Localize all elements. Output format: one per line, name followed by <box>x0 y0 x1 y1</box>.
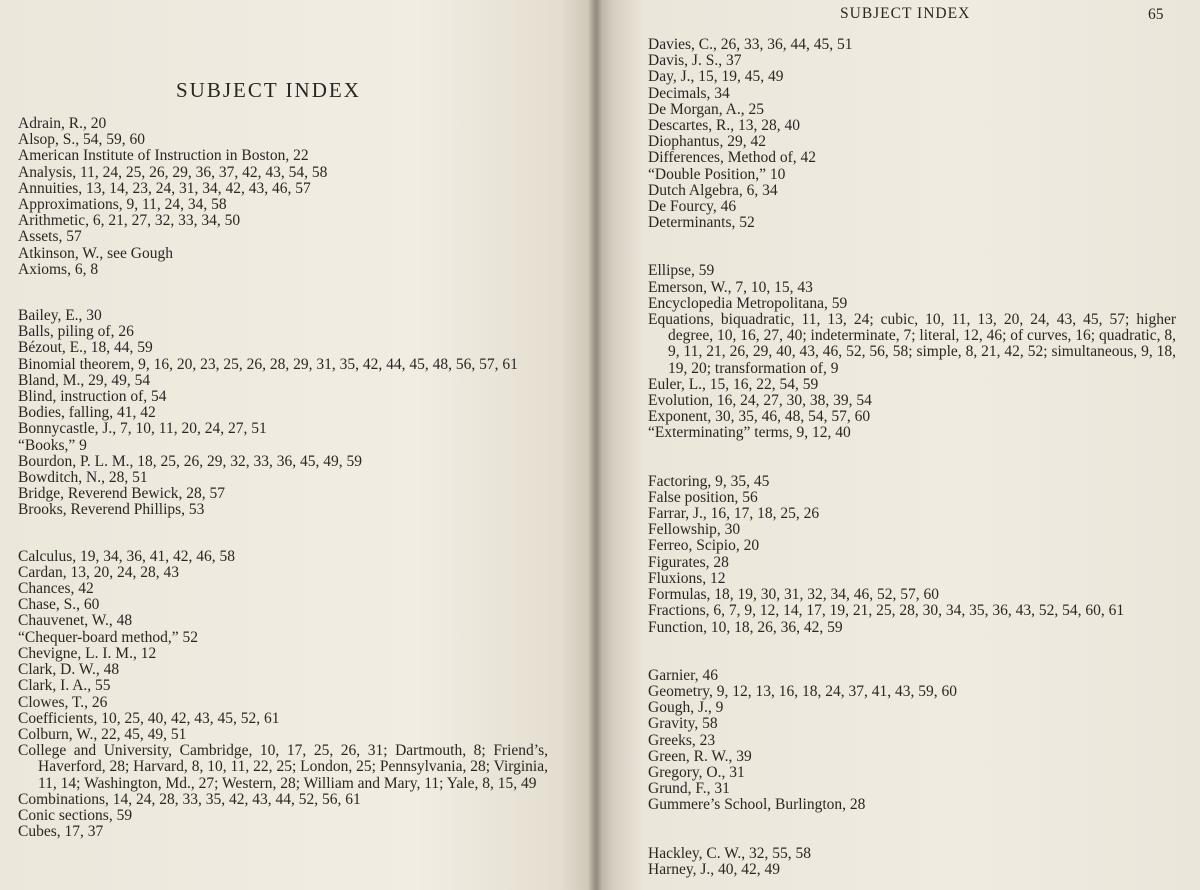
index-entry: Garnier, 46 <box>648 666 718 684</box>
index-entry: Emerson, W., 7, 10, 15, 43 <box>648 278 813 296</box>
index-entry: Greeks, 23 <box>648 731 716 749</box>
right-page <box>596 0 1200 890</box>
index-entry: Davis, J. S., 37 <box>648 52 742 70</box>
index-entry: Function, 10, 18, 26, 36, 42, 59 <box>648 618 843 636</box>
index-entry: “Exterminating” terms, 9, 12, 40 <box>648 424 851 442</box>
index-entry: Bodies, falling, 41, 42 <box>18 404 156 422</box>
letter-group <box>648 263 1176 441</box>
index-entry: “Books,” 9 <box>18 436 87 454</box>
index-entry: Encyclopedia Metropolitana, 59 <box>648 294 848 312</box>
index-entry: Exponent, 30, 35, 46, 48, 54, 57, 60 <box>648 408 871 426</box>
index-entry: “Chequer-board method,” 52 <box>18 628 199 646</box>
letter-group <box>648 668 1176 814</box>
index-entry: Annuities, 13, 14, 23, 24, 31, 34, 42, 43, 46, 57 <box>18 179 311 197</box>
index-entry: Bridge, Reverend Bewick, 28, 57 <box>18 485 226 503</box>
index-entry: Bonnycastle, J., 7, 10, 11, 20, 24, 27, 51 <box>18 420 267 438</box>
index-entry: Diophantus, 29, 42 <box>648 133 766 151</box>
index-entry: Chase, S., 60 <box>18 596 100 614</box>
letter-group <box>18 308 548 519</box>
index-entry: Blind, instruction of, 54 <box>18 388 167 406</box>
letter-group-gap <box>648 636 1176 668</box>
index-entry: Chevigne, L. I. M., 12 <box>18 644 157 662</box>
index-entry: Axioms, 6, 8 <box>18 260 99 278</box>
index-entry: Assets, 57 <box>18 228 82 246</box>
index-entry: Balls, piling of, 26 <box>18 323 134 341</box>
letter-group-gap <box>648 231 1176 263</box>
index-entry: Formulas, 18, 19, 30, 31, 32, 34, 46, 52, 57, 60 <box>648 586 940 604</box>
index-entry: Alsop, S., 54, 59, 60 <box>18 131 146 149</box>
index-entry: Brooks, Reverend Phillips, 53 <box>18 501 205 519</box>
index-entry: Davies, C., 26, 33, 36, 44, 45, 51 <box>648 36 853 53</box>
index-entry: Adrain, R., 20 <box>18 115 107 132</box>
index-column-left <box>18 116 548 840</box>
index-entry: Cardan, 13, 20, 24, 28, 43 <box>18 563 180 581</box>
index-entry: Clark, D. W., 48 <box>18 661 120 679</box>
index-entry: Euler, L., 15, 16, 22, 54, 59 <box>648 375 819 393</box>
index-entry: Conic sections, 59 <box>18 806 133 824</box>
index-entry: Coefficients, 10, 25, 40, 42, 43, 45, 52, 61 <box>18 709 280 727</box>
index-entry: Calculus, 19, 34, 36, 41, 42, 46, 58 <box>18 547 235 565</box>
index-entry: Differences, Method of, 42 <box>648 149 817 167</box>
index-entry: “Double Position,” 10 <box>648 165 786 183</box>
index-entry: Gough, J., 9 <box>648 699 724 717</box>
letter-group <box>648 846 1176 878</box>
index-entry: False position, 56 <box>648 488 758 506</box>
index-entry: Grund, F., 31 <box>648 780 730 798</box>
index-entry: College and University, Cambridge, 10, 17, 25, 26, 31; Dartmouth, 8; Friend’s, Haverford, 28; Harvard, 8, 10, 11, 22, 25; London, 25; Pennsylvania, 28; Virginia, 11, 14; Washington, Md., 27; Western, 28; William and Mary, 11; Yale, 8, 15, 49 <box>18 742 548 792</box>
index-entry: Gummere’s School, Burlington, 28 <box>648 796 866 814</box>
letter-group-gap <box>648 814 1176 846</box>
index-entry: Harney, J., 40, 42, 49 <box>648 860 781 878</box>
index-entry: Atkinson, W., see Gough <box>18 244 173 262</box>
page-title: SUBJECT INDEX <box>176 78 361 102</box>
index-entry: Bailey, E., 30 <box>18 307 102 325</box>
index-entry: De Morgan, A., 25 <box>648 100 764 118</box>
running-head: SUBJECT INDEX <box>840 5 971 22</box>
index-entry: Clowes, T., 26 <box>18 693 108 711</box>
index-entry: Evolution, 16, 24, 27, 30, 38, 39, 54 <box>648 392 872 410</box>
index-entry: Arithmetic, 6, 21, 27, 32, 33, 34, 50 <box>18 212 241 230</box>
index-entry: Descartes, R., 13, 28, 40 <box>648 117 800 135</box>
index-entry: Cubes, 17, 37 <box>18 823 104 841</box>
index-entry: Fluxions, 12 <box>648 569 726 587</box>
index-entry: Geometry, 9, 12, 13, 16, 18, 24, 37, 41, 43, 59, 60 <box>648 682 957 700</box>
index-entry: Ellipse, 59 <box>648 262 715 280</box>
index-entry: Gregory, O., 31 <box>648 763 745 781</box>
index-entry: Determinants, 52 <box>648 214 755 232</box>
index-entry: Decimals, 34 <box>648 84 730 102</box>
index-entry: Bland, M., 29, 49, 54 <box>18 371 151 389</box>
book-gutter <box>588 0 602 890</box>
letter-group <box>18 549 548 841</box>
index-entry: Day, J., 15, 19, 45, 49 <box>648 68 784 86</box>
index-entry: Chances, 42 <box>18 580 94 598</box>
index-entry: Farrar, J., 16, 17, 18, 25, 26 <box>648 505 820 523</box>
letter-group-gap <box>18 519 548 549</box>
index-entry: Combinations, 14, 24, 28, 33, 35, 42, 43, 44, 52, 56, 61 <box>18 790 361 808</box>
index-entry: Hackley, C. W., 32, 55, 58 <box>648 844 812 862</box>
index-entry: Fellowship, 30 <box>648 521 741 539</box>
index-entry: Green, R. W., 39 <box>648 747 752 765</box>
index-entry: Bourdon, P. L. M., 18, 25, 26, 29, 32, 33, 36, 45, 49, 59 <box>18 452 363 470</box>
letter-group-gap <box>18 278 548 308</box>
index-entry: Bowditch, N., 28, 51 <box>18 469 148 487</box>
index-entry: Bézout, E., 18, 44, 59 <box>18 339 153 357</box>
index-entry: Equations, biquadratic, 11, 13, 24; cubic, 10, 11, 13, 20, 24, 43, 45, 57; higher degree, 10, 16, 27, 40; indeterminate, 7; literal, 12, 46; of curves, 16; quadratic, 8, 9, 11, 21, 26, 29, 40, 43, 46, 52, 56, 58; simple, 8, 21, 42, 52; simultaneous, 9, 18, 19, 20; transformation of, 9 <box>648 311 1176 377</box>
left-page <box>0 0 596 890</box>
index-column-right <box>648 37 1176 878</box>
letter-group <box>18 116 548 278</box>
index-entry: Factoring, 9, 35, 45 <box>648 472 770 490</box>
index-entry: De Fourcy, 46 <box>648 198 737 216</box>
letter-group <box>648 37 1176 231</box>
index-entry: Clark, I. A., 55 <box>18 677 111 695</box>
index-entry: Colburn, W., 22, 45, 49, 51 <box>18 725 187 743</box>
letter-group-gap <box>648 442 1176 474</box>
index-entry: Binomial theorem, 9, 16, 20, 23, 25, 26, 28, 29, 31, 35, 42, 44, 45, 48, 56, 57, 61 <box>18 355 518 373</box>
index-entry: Ferreo, Scipio, 20 <box>648 537 760 555</box>
index-entry: Gravity, 58 <box>648 715 718 733</box>
index-entry: Chauvenet, W., 48 <box>18 612 133 630</box>
index-entry: Dutch Algebra, 6, 34 <box>648 181 778 199</box>
index-entry: American Institute of Instruction in Boston, 22 <box>18 147 309 165</box>
letter-group <box>648 474 1176 636</box>
index-entry: Approximations, 9, 11, 24, 34, 58 <box>18 196 227 214</box>
index-entry: Analysis, 11, 24, 25, 26, 29, 36, 37, 42, 43, 54, 58 <box>18 163 328 181</box>
index-entry: Fractions, 6, 7, 9, 12, 14, 17, 19, 21, 25, 28, 30, 34, 35, 36, 43, 52, 54, 60, 61 <box>648 602 1125 620</box>
page-number: 65 <box>1148 6 1164 23</box>
index-entry: Figurates, 28 <box>648 553 729 571</box>
